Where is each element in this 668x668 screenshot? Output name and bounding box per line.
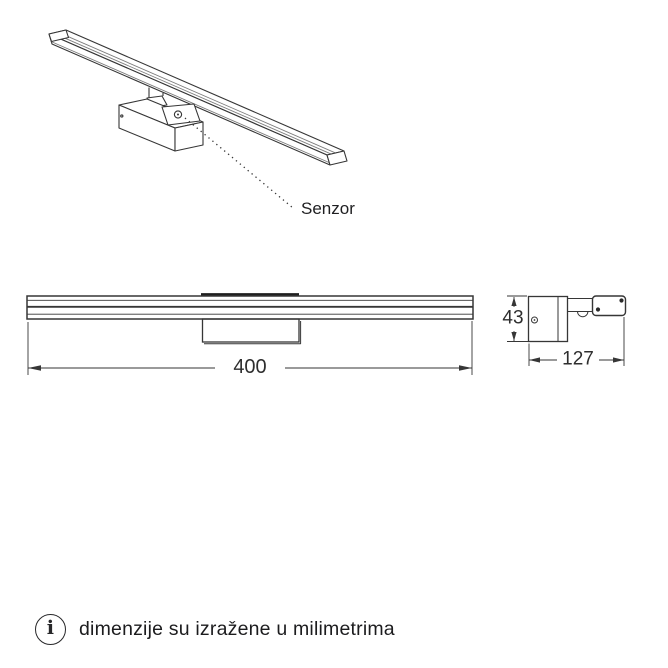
head-screw-1 (596, 307, 600, 311)
arrow-right (459, 365, 472, 370)
head-screw-2 (619, 298, 623, 302)
sensor-dot (177, 114, 179, 116)
front-width-dimension-value: 400 (233, 356, 267, 379)
arrow-left (529, 357, 540, 362)
side-screw-dot (534, 319, 536, 321)
sensor-plate (162, 104, 200, 125)
cable-notch (578, 312, 588, 317)
side-height-dimension-value: 43 (502, 307, 524, 329)
arrow-right (613, 357, 624, 362)
side-depth-dimension-value: 127 (562, 348, 594, 370)
info-icon (35, 614, 66, 645)
sensor-callout-label: Senzor (301, 199, 355, 218)
arrow-down (511, 332, 516, 341)
dimension-unit-note: dimenzije su izražene u milimetrima (79, 618, 395, 640)
arrow-left (28, 365, 41, 370)
arrow-up (511, 297, 516, 306)
info-icon-glyph: ℹ (46, 617, 55, 639)
side-box (529, 297, 568, 342)
footer-note-row (35, 614, 395, 645)
isometric-view (49, 30, 347, 208)
driver-box-front (203, 319, 300, 342)
